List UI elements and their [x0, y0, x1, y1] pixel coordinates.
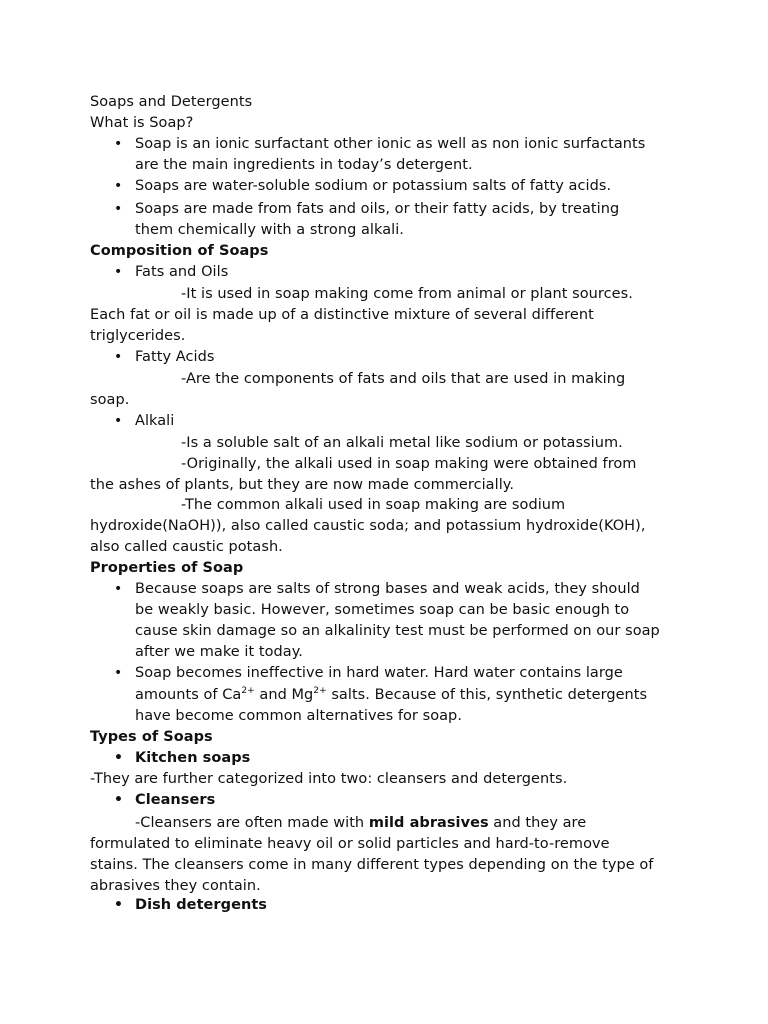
types-item-dish-detergents: Dish detergents [135, 897, 267, 913]
intro-bullet-1-line-2: are the main ingredients in today’s detergent. [135, 157, 473, 173]
section-heading-what-is-soap: What is Soap? [90, 115, 194, 131]
composition-item-fatty-acids: Fatty Acids [135, 349, 215, 365]
properties-bullet-1-line-3: cause skin damage so an alkalinity test must be performed on our soap [135, 623, 660, 639]
superscript-charge: 2+ [313, 686, 327, 696]
alkali-line-6: also called caustic potash. [90, 539, 283, 555]
properties-bullet-1-line-4: after we make it today. [135, 644, 303, 660]
text-run: amounts of Ca [135, 687, 242, 703]
bullet: • [114, 349, 123, 365]
alkali-line-4: -The common alkali used in soap making are sodium [181, 497, 566, 513]
bullet: • [114, 178, 123, 194]
properties-bullet-1-line-1: Because soaps are salts of strong bases and weak acids, they should [135, 581, 640, 597]
cleansers-line-1 [135, 813, 586, 833]
section-heading-types: Types of Soaps [90, 729, 213, 745]
text-run: -Cleansers are often made with [135, 815, 369, 831]
alkali-line-2: -Originally, the alkali used in soap making were obtained from [181, 456, 637, 472]
properties-bullet-2-line-3: have become common alternatives for soap. [135, 708, 462, 724]
section-heading-properties: Properties of Soap [90, 560, 244, 576]
bullet: • [114, 581, 123, 597]
intro-bullet-3-line-2: them chemically with a strong alkali. [135, 222, 404, 238]
types-item-cleansers: Cleansers [135, 792, 216, 808]
bullet: • [114, 665, 123, 681]
intro-bullet-3-line-1: Soaps are made from fats and oils, or their fatty acids, by treating [135, 201, 620, 217]
fatty-line-2: soap. [90, 392, 130, 408]
cleansers-line-2: formulated to eliminate heavy oil or solid particles and hard-to-remove [90, 836, 610, 852]
fats-line-3: triglycerides. [90, 328, 186, 344]
composition-item-alkali: Alkali [135, 413, 175, 429]
composition-item-fats-and-oils: Fats and Oils [135, 264, 229, 280]
fatty-line-1: -Are the components of fats and oils that are used in making [181, 371, 626, 387]
intro-bullet-2: Soaps are water-soluble sodium or potassium salts of fatty acids. [135, 178, 612, 194]
fats-line-2: Each fat or oil is made up of a distinctive mixture of several different [90, 307, 594, 323]
bullet: • [114, 750, 123, 766]
properties-bullet-1-line-2: be weakly basic. However, sometimes soap can be basic enough to [135, 602, 630, 618]
alkali-line-1: -Is a soluble salt of an alkali metal like sodium or potassium. [181, 435, 623, 451]
section-heading-composition: Composition of Soaps [90, 243, 269, 259]
intro-bullet-1-line-1: Soap is an ionic surfactant other ionic as well as non ionic surfactants [135, 136, 646, 152]
cleansers-line-3: stains. The cleansers come in many different types depending on the type of [90, 857, 654, 873]
properties-bullet-2-line-1: Soap becomes ineffective in hard water. Hard water contains large [135, 665, 623, 681]
properties-bullet-2-line-2 [135, 685, 647, 705]
alkali-line-3: the ashes of plants, but they are now made commercially. [90, 477, 515, 493]
cleansers-line-4: abrasives they contain. [90, 878, 261, 894]
bullet: • [114, 201, 123, 217]
bullet: • [114, 792, 123, 808]
text-run: and Mg [254, 687, 314, 703]
types-item-kitchen-soaps: Kitchen soaps [135, 750, 251, 766]
fats-line-1: -It is used in soap making come from animal or plant sources. [181, 286, 633, 302]
alkali-line-5: hydroxide(NaOH)), also called caustic soda; and potassium hydroxide(KOH), [90, 518, 646, 534]
bold-text-run: mild abrasives [368, 815, 489, 831]
bullet: • [114, 136, 123, 152]
bullet: • [114, 897, 123, 913]
superscript-charge: 2+ [241, 686, 255, 696]
text-run: and they are [488, 815, 587, 831]
bullet: • [114, 413, 123, 429]
kitchen-line: -They are further categorized into two: cleansers and detergents. [90, 771, 568, 787]
document-title: Soaps and Detergents [90, 94, 253, 110]
bullet: • [114, 264, 123, 280]
text-run: salts. Because of this, synthetic detergents [326, 687, 648, 703]
